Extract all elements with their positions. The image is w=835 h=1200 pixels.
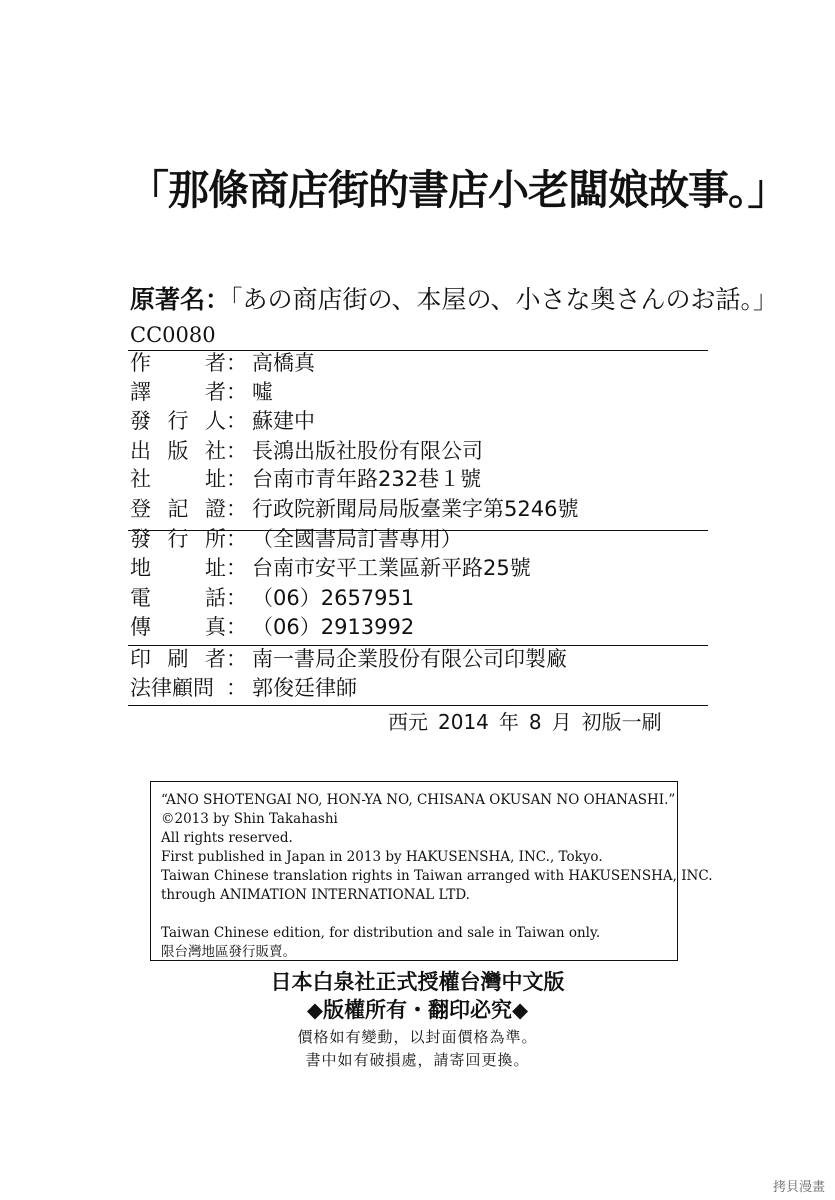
divider-1 — [128, 530, 708, 531]
credit-value: （06）2657951 — [252, 586, 415, 610]
credit-label: 傳 真 — [130, 615, 226, 639]
edition-line — [388, 712, 672, 732]
credit-value: 長鴻出版社股份有限公司 — [252, 439, 483, 463]
credit-separator: ： — [226, 467, 247, 491]
credit-separator: ： — [226, 351, 247, 375]
credit-separator: ： — [226, 676, 247, 700]
credit-separator: ： — [226, 380, 247, 404]
credit-separator: ： — [226, 527, 247, 551]
credit-label: 出 版 社 — [130, 439, 226, 463]
original-title-label: 原著名： — [130, 285, 231, 314]
edition-year-unit: 年 — [498, 710, 519, 734]
credit-label: 地 址 — [130, 556, 226, 580]
copyright-line: through ANIMATION INTERNATIONAL LTD. — [161, 887, 470, 903]
edition-month: 8 — [528, 710, 542, 734]
divider-2 — [128, 645, 708, 646]
defect-note: 書中如有破損處，請寄回更換。 — [305, 1051, 530, 1069]
credit-label: 電 話 — [130, 586, 226, 610]
credit-label: 發 行 人 — [130, 409, 226, 433]
credit-separator: ： — [226, 409, 247, 433]
copyright-line: ©2013 by Shin Takahashi — [161, 811, 338, 827]
credit-label: 社 址 — [130, 467, 226, 491]
copyright-line: All rights reserved. — [161, 830, 293, 846]
credit-separator: ： — [226, 497, 247, 521]
credit-value: 蘇建中 — [252, 409, 315, 433]
copyright-line: 限台灣地區發行販賣。 — [161, 944, 296, 960]
credit-value: （全國書局訂書專用） — [252, 527, 462, 551]
catalog-code: CC0080 — [130, 323, 216, 347]
credit-label: 登 記 證 — [130, 497, 226, 521]
credit-label: 法律顧問 — [130, 676, 214, 700]
edition-era: 西元 — [388, 710, 428, 734]
credit-separator: ： — [226, 615, 247, 639]
rights-notice: ◆版權所有・翻印必究◆ — [306, 998, 529, 1022]
credit-separator: ： — [226, 556, 247, 580]
copyright-line: Taiwan Chinese edition, for distribution and sale in Taiwan only. — [161, 925, 601, 941]
credit-value: 行政院新聞局局版臺業字第5246號 — [252, 497, 579, 521]
credit-label: 譯 者 — [130, 380, 226, 404]
original-title-value: 「あの商店街の、本屋の、小さな奥さんのお話。」 — [230, 285, 779, 314]
edition-year: 2014 — [438, 710, 489, 734]
credit-label: 印 刷 者 — [130, 647, 226, 671]
authorization-notice: 日本白泉社正式授權台灣中文版 — [270, 970, 565, 994]
copyright-line: Taiwan Chinese translation rights in Taiwan arranged with HAKUSENSHA, INC. — [161, 868, 713, 884]
credit-value: 南一書局企業股份有限公司印製廠 — [252, 647, 567, 671]
credit-value: 台南市安平工業區新平路25號 — [252, 556, 531, 580]
watermark: 拷貝漫畫 — [772, 1180, 825, 1195]
credit-label: 發 行 所 — [130, 527, 226, 551]
credit-value: （06）2913992 — [252, 615, 415, 639]
edition-printing: 初版一刷 — [581, 710, 662, 734]
credit-value: 郭俊廷律師 — [252, 676, 357, 700]
copyright-box — [150, 781, 713, 961]
credit-value: 噓 — [252, 380, 273, 404]
main-title: 「那條商店街的書店小老闆娘故事。」 — [128, 166, 788, 214]
copyright-gap — [161, 905, 667, 924]
copyright-line: First published in Japan in 2013 by HAKUSENSHA, INC., Tokyo. — [161, 849, 603, 865]
edition-month-unit: 月 — [551, 710, 572, 734]
original-title — [130, 285, 779, 314]
copyright-line: “ANO SHOTENGAI NO, HON-YA NO, CHISANA OKUSAN NO OHANASHI.” — [161, 792, 676, 808]
credit-value: 台南市青年路232巷１號 — [252, 467, 482, 491]
credit-value: 高橋真 — [252, 351, 315, 375]
divider-bottom — [128, 705, 708, 706]
credit-separator: ： — [226, 439, 247, 463]
credit-separator: ： — [226, 586, 247, 610]
credit-label: 作 者 — [130, 351, 226, 375]
credit-separator: ： — [226, 647, 247, 671]
price-note: 價格如有變動，以封面價格為準。 — [297, 1028, 538, 1046]
